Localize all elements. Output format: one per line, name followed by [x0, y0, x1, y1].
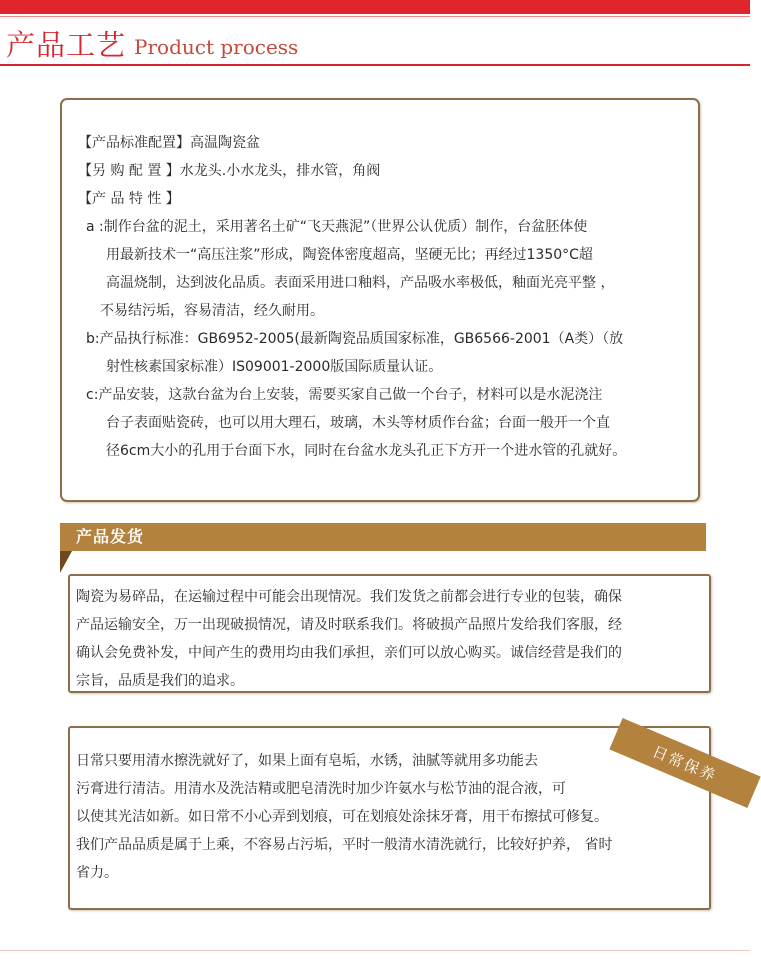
spec-standard-config: 【产品标准配置】高温陶瓷盆	[78, 135, 260, 151]
spec-feature-a-line1: a :制作台盆的泥土，采用著名土矿“飞天燕泥”（世界公认优质）制作，台盆胚体使	[86, 219, 588, 235]
top-stripe	[0, 0, 750, 14]
spec-feature-b-line1: b:产品执行标准：GB6952-2005(最新陶瓷品质国家标准，GB6566-2001（A类）（放	[86, 331, 624, 347]
care-line-2: 污膏进行清洁。用清水及洗洁精或肥皂清洗时加少许氨水与松节油的混合液，可	[76, 781, 566, 797]
title-underline	[0, 64, 750, 66]
title-english: Product process	[134, 35, 299, 59]
bottom-hairline	[0, 950, 750, 951]
shipping-heading-band	[60, 523, 706, 551]
spec-feature-a-line2: 用最新技术一“高压注浆”形成，陶瓷体密度超高，坚硬无比；再经过1350°C超	[106, 247, 593, 263]
care-ribbon	[609, 718, 760, 808]
spec-feature-c-line3: 径6cm大小的孔用于台面下水，同时在台盆水龙头孔正下方开一个进水管的孔就好。	[106, 443, 627, 459]
spec-feature-a-line4: 不易结污垢，容易清洁，经久耐用。	[100, 303, 324, 319]
shipping-line-1: 陶瓷为易碎品，在运输过程中可能会出现情况。我们发货之前都会进行专业的包装，确保	[76, 589, 622, 605]
care-line-1: 日常只要用清水擦洗就好了，如果上面有皂垢，水锈，油腻等就用多功能去	[76, 753, 538, 769]
shipping-band-fold	[60, 551, 72, 573]
shipping-heading: 产品发货	[76, 527, 145, 546]
care-line-3: 以使其光洁如新。如日常不小心弄到划痕，可在划痕处涂抹牙膏，用干布擦拭可修复。	[76, 809, 608, 825]
spec-feature-c-line1: c:产品安装，这款台盆为台上安装，需要买家自己做一个台子，材料可以是水泥浇注	[86, 387, 603, 403]
care-ribbon-label: 日常保养	[649, 741, 720, 786]
spec-feature-c-line2: 台子表面贴瓷砖，也可以用大理石，玻璃，木头等材质作台盆；台面一般开一个直	[106, 415, 610, 431]
care-line-5: 省力。	[76, 865, 118, 881]
shipping-line-4: 宗旨，品质是我们的追求。	[76, 673, 244, 689]
spec-feature-b-line2: 射性核素国家标准）IS09001-2000版国际质量认证。	[106, 359, 443, 375]
spec-feature-a-line3: 高温烧制，达到波化品质。表面采用进口釉料，产品吸水率极低，釉面光亮平整 ，	[106, 275, 615, 291]
top-hairline	[0, 16, 750, 17]
section-title	[6, 22, 298, 62]
spec-optional-config: 【另 购 配 置 】水龙头.小水龙头，排水管，角阀	[78, 163, 381, 179]
shipping-line-3: 确认会免费补发，中间产生的费用均由我们承担，亲们可以放心购买。诚信经营是我们的	[76, 645, 622, 661]
title-chinese: 产品工艺	[6, 28, 127, 62]
shipping-line-2: 产品运输安全，万一出现破损情况，请及时联系我们。将破损产品照片发给我们客服，经	[76, 617, 622, 633]
spec-features-heading: 【产 品 特 性 】	[78, 191, 180, 207]
care-line-4: 我们产品品质是属于上乘，不容易占污垢，平时一般清水清洗就行，比较好护养， 省时	[76, 837, 613, 853]
